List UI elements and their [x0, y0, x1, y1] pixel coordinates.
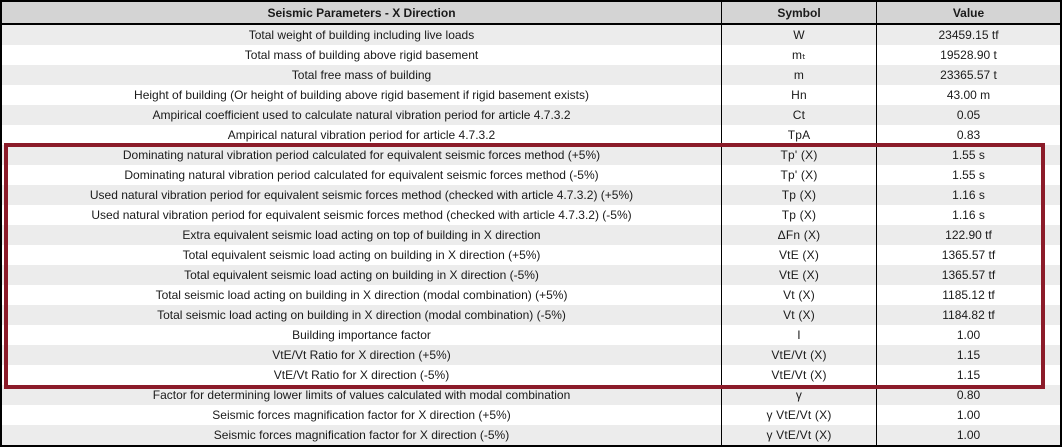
parameter-value: 1184.82 tf [942, 308, 995, 322]
parameter-symbol: Tp' (X) [722, 145, 877, 165]
parameter-label: Used natural vibration period for equivalent seismic forces method (checked with article 4.7.3.2) (+5%) [2, 185, 722, 205]
parameter-symbol: Tp' (X) [722, 165, 877, 185]
parameter-value: 1185.12 tf [942, 288, 995, 302]
parameter-value: 23459.15 tf [938, 28, 999, 42]
table-row [2, 185, 1060, 205]
parameter-value: 1.55 s [952, 168, 985, 182]
parameter-symbol: TpA [722, 125, 877, 145]
table-row [2, 125, 1060, 145]
parameter-label: Total mass of building above rigid basement [2, 45, 722, 65]
parameter-symbol: ΔFn (X) [722, 225, 877, 245]
parameter-label: Used natural vibration period for equivalent seismic forces method (checked with article 4.7.3.2) (-5%) [2, 205, 722, 225]
table-row [2, 425, 1060, 445]
parameter-label: Total seismic load acting on building in X direction (modal combination) (+5%) [2, 285, 722, 305]
parameter-value: 1.00 [956, 328, 981, 342]
table-header-row [2, 2, 1060, 25]
parameter-label: Ampirical natural vibration period for article 4.7.3.2 [2, 125, 722, 145]
parameter-symbol: Vt (X) [722, 305, 877, 325]
parameter-value: 122.90 tf [945, 228, 992, 242]
table-row [2, 365, 1060, 385]
parameter-symbol: mₜ [722, 45, 877, 65]
parameter-label: Height of building (Or height of building above rigid basement if rigid basement exists) [2, 85, 722, 105]
parameter-value: 1.16 s [952, 208, 985, 222]
parameter-symbol: VtE/Vt (X) [722, 365, 877, 385]
parameter-label: Dominating natural vibration period calculated for equivalent seismic forces method (-5%) [2, 165, 722, 185]
parameter-symbol: Ct [722, 105, 877, 125]
table-row [2, 65, 1060, 85]
parameter-label: Dominating natural vibration period calculated for equivalent seismic forces method (+5%) [2, 145, 722, 165]
parameter-label: Seismic forces magnification factor for X direction (-5%) [2, 425, 722, 445]
table-row [2, 245, 1060, 265]
parameter-symbol: Vt (X) [722, 285, 877, 305]
table-row [2, 85, 1060, 105]
parameter-symbol: VtE/Vt (X) [722, 345, 877, 365]
table-row [2, 225, 1060, 245]
parameter-value: 1.00 [956, 428, 981, 442]
parameter-symbol: Tp (X) [722, 205, 877, 225]
parameter-label: Total seismic load acting on building in X direction (modal combination) (-5%) [2, 305, 722, 325]
table-row [2, 45, 1060, 65]
table-row [2, 325, 1060, 345]
table-row [2, 205, 1060, 225]
parameter-value: 1.16 s [952, 188, 985, 202]
parameter-label: Factor for determining lower limits of values calculated with modal combination [2, 385, 722, 405]
column-header-value: Value [952, 5, 985, 20]
parameter-value: 1.00 [956, 408, 981, 422]
parameter-value: 1.15 [956, 348, 981, 362]
parameter-value: 1365.57 tf [941, 268, 996, 282]
table-row [2, 305, 1060, 325]
parameter-symbol: I [722, 325, 877, 345]
table-row [2, 405, 1060, 425]
parameter-label: Total free mass of building [2, 65, 722, 85]
parameter-value: 1365.57 tf [941, 248, 996, 262]
parameter-label: Total equivalent seismic load acting on building in X direction (+5%) [2, 245, 722, 265]
table-row [2, 145, 1060, 165]
parameter-symbol: VtE (X) [722, 265, 877, 285]
parameter-label: Total equivalent seismic load acting on building in X direction (-5%) [2, 265, 722, 285]
parameter-symbol: γ VtE/Vt (X) [722, 405, 877, 425]
parameter-symbol: m [722, 65, 877, 85]
parameter-label: Seismic forces magnification factor for X direction (+5%) [2, 405, 722, 425]
table-row [2, 345, 1060, 365]
parameter-value: 0.83 [956, 128, 981, 142]
table-row [2, 385, 1060, 405]
parameter-value: 1.55 s [952, 148, 985, 162]
parameter-symbol: W [722, 25, 877, 45]
column-header-symbol: Symbol [722, 2, 877, 23]
parameter-label: Ampirical coefficient used to calculate natural vibration period for article 4.7.3.2 [2, 105, 722, 125]
parameter-label: VtE/Vt Ratio for X direction (+5%) [2, 345, 722, 365]
parameter-value: 19528.90 t [940, 48, 997, 62]
parameter-label: Extra equivalent seismic load acting on top of building in X direction [2, 225, 722, 245]
parameter-value: 1.15 [956, 368, 981, 382]
table-body [2, 25, 1060, 445]
table-row [2, 265, 1060, 285]
parameter-value: 23365.57 t [940, 68, 997, 82]
table-row [2, 25, 1060, 45]
parameter-symbol: Hn [722, 85, 877, 105]
parameter-symbol: VtE (X) [722, 245, 877, 265]
parameter-symbol: Tp (X) [722, 185, 877, 205]
column-header-parameters: Seismic Parameters - X Direction [2, 2, 722, 23]
parameter-value: 0.05 [956, 108, 981, 122]
parameter-label: Total weight of building including live loads [2, 25, 722, 45]
parameter-label: VtE/Vt Ratio for X direction (-5%) [2, 365, 722, 385]
table-row [2, 105, 1060, 125]
parameter-value: 43.00 m [946, 88, 991, 102]
parameter-label: Building importance factor [2, 325, 722, 345]
parameter-symbol: γ VtE/Vt (X) [722, 425, 877, 445]
parameter-value: 0.80 [956, 388, 981, 402]
table-row [2, 165, 1060, 185]
table-row [2, 285, 1060, 305]
parameter-symbol: γ [722, 385, 877, 405]
